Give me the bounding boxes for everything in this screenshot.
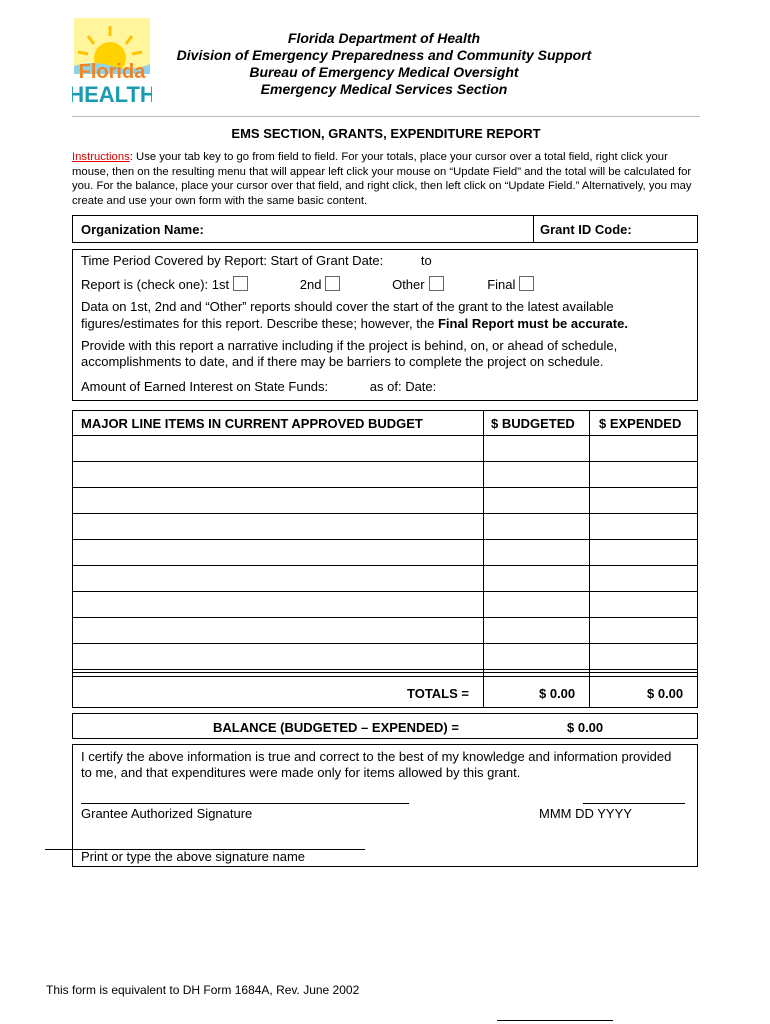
header-line-4: Emergency Medical Services Section [260,81,508,97]
footer-rule [497,1020,613,1021]
table-row[interactable] [73,617,697,618]
florida-health-logo [72,18,152,104]
grant-id-field[interactable] [540,216,632,242]
balance-row [72,713,698,739]
col-header-line-items: MAJOR LINE ITEMS IN CURRENT APPROVED BUDGET [81,416,423,431]
header-line-1: Florida Department of Health [287,30,481,46]
period-to: to [420,253,432,268]
form-footer: This form is equivalent to DH Form 1684A, Rev. June 2002 [46,983,360,997]
table-col-divider [589,411,590,707]
totals-label: TOTALS = [407,686,469,701]
checkbox-2nd[interactable] [325,276,340,291]
organization-row [72,215,698,243]
grant-id-label: Grant ID Code: [540,221,632,237]
print-name-label: Print or type the above signature name [81,849,306,864]
checkbox-final[interactable] [519,276,534,291]
table-row[interactable] [73,461,697,462]
option-other-label: Other [392,277,425,292]
svg-text:Florida: Florida [78,61,146,83]
data-paragraph [81,298,681,332]
checkbox-1st[interactable] [233,276,248,291]
table-row[interactable] [73,669,697,670]
report-type-row [81,276,534,292]
table-row[interactable] [73,643,697,644]
col-header-budgeted: $ BUDGETED [491,416,575,431]
interest-label: Amount of Earned Interest on State Funds: [81,379,329,394]
table-row[interactable] [73,539,697,540]
header-divider [72,116,700,117]
totals-divider [73,672,697,673]
organization-name-field[interactable] [81,216,204,242]
instructions-label: Instructions [72,151,130,163]
interest-row[interactable] [81,379,436,394]
table-col-divider [483,411,484,707]
col-header-expended: $ EXPENDED [599,416,682,431]
data-paragraph-bold: Final Report must be accurate. [437,316,628,331]
totals-divider [73,676,697,677]
period-label: Time Period Covered by Report: Start of Grant Date: [81,253,384,268]
svg-text:HEALTH: HEALTH [72,82,152,104]
data-paragraph-text: Data on 1st, 2nd and “Other” reports should cover the start of the grant to the latest available figures/estimates for this report. Describe these; however, the [81,299,614,331]
checkbox-other[interactable] [429,276,444,291]
table-row[interactable] [73,591,697,592]
instructions-text: : Use your tab key to go from field to field. For your totals, place your cursor over a total field, right click your mouse, then on the resulting menu that will appear left click your mouse on “Update Field” and the total will be calculated for you. For the balance, place your cursor over that field, and right click, then left click on “Update Field.” Alternatively, you may create and use your own form with the same basic content. [72,151,692,207]
table-row[interactable] [73,565,697,566]
option-final-label: Final [487,277,516,292]
table-row[interactable] [73,435,697,436]
date-label: MMM DD YYYY [539,806,632,821]
organization-name-label: Organization Name: [81,221,204,237]
budget-table [72,410,698,708]
agency-header [150,30,618,98]
certification-text: I certify the above information is true and correct to the best of my knowledge and information provided to me, and that expenditures were made only for items allowed by this grant. [81,749,672,780]
table-row[interactable] [73,513,697,514]
report-type-label: Report is (check one): 1st [81,277,230,292]
interest-date-label: as of: Date: [369,379,437,394]
header-line-3: Bureau of Emergency Medical Oversight [249,64,519,80]
option-2nd-label: 2nd [299,277,322,292]
signature-line[interactable] [81,803,409,804]
total-budgeted[interactable]: $ 0.00 [539,686,576,701]
total-expended[interactable]: $ 0.00 [647,686,684,701]
period-row[interactable] [81,253,432,268]
instructions [72,150,700,208]
certification-box [72,744,698,867]
balance-value[interactable]: $ 0.00 [567,720,604,735]
header-line-2: Division of Emergency Preparedness and Community Support [176,47,592,63]
column-divider [533,216,534,242]
form-title: EMS SECTION, GRANTS, EXPENDITURE REPORT [231,126,541,141]
date-line[interactable] [583,803,685,804]
narrative-paragraph: Provide with this report a narrative including if the project is behind, on, or ahead of schedule, accomplishments to date, and if there may be barriers to complete the project on schedule. [81,338,618,369]
balance-label: BALANCE (BUDGETED – EXPENDED) = [213,720,459,735]
report-info-box [72,249,698,401]
table-row[interactable] [73,487,697,488]
signature-label: Grantee Authorized Signature [81,806,253,821]
